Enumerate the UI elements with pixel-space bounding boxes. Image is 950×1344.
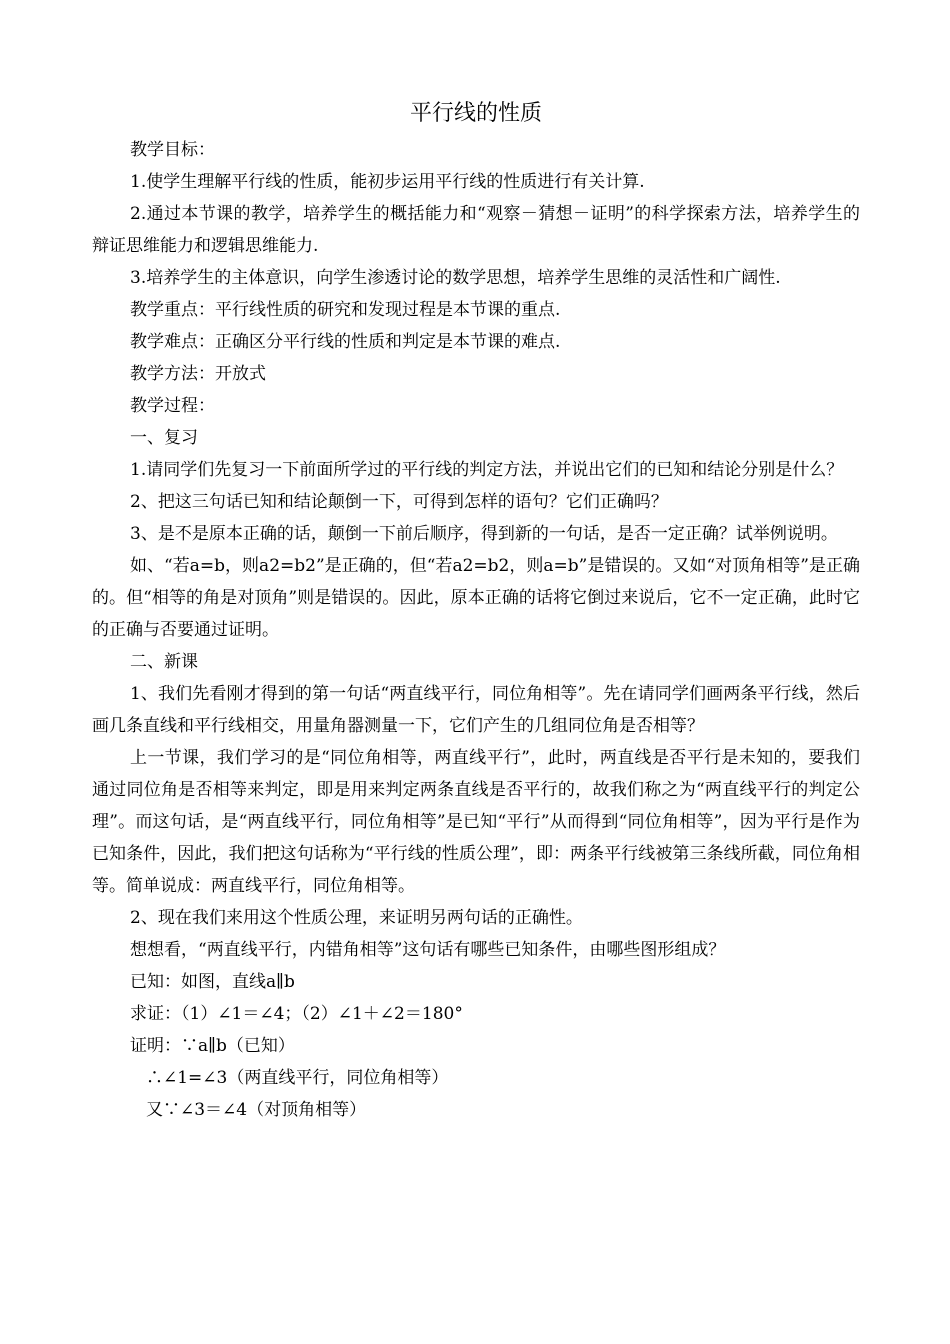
proof-line: ∴∠1=∠3（两直线平行，同位角相等） xyxy=(146,1068,449,1088)
section-heading: 一、复习 xyxy=(130,428,198,448)
paragraph: 教学方法：开放式 xyxy=(130,364,266,384)
paragraph: 3.培养学生的主体意识，向学生渗透讨论的数学思想，培养学生思维的灵活性和广阔性. xyxy=(130,268,781,288)
paragraph: 教学过程： xyxy=(130,396,215,416)
proof-line: 又∵∠3＝∠4（对顶角相等） xyxy=(146,1100,367,1120)
document-body xyxy=(92,96,860,1126)
paragraph: 1.使学生理解平行线的性质，能初步运用平行线的性质进行有关计算. xyxy=(130,172,645,192)
paragraph: 想想看，“两直线平行，内错角相等”这句话有哪些已知条件，由哪些图形组成？ xyxy=(130,940,726,960)
paragraph: 教学重点：平行线性质的研究和发现过程是本节课的重点. xyxy=(130,300,561,320)
paragraph: 3、是不是原本正确的话，颠倒一下前后顺序，得到新的一句话，是否一定正确？试举例说明。 xyxy=(130,524,838,544)
paragraph: 教学目标： xyxy=(130,140,215,160)
paragraph: 2、把这三句话已知和结论颠倒一下，可得到怎样的语句？它们正确吗？ xyxy=(130,492,668,512)
paragraph: 教学难点：正确区分平行线的性质和判定是本节课的难点. xyxy=(130,332,561,352)
paragraph: 上一节课，我们学习的是“同位角相等，两直线平行”，此时，两直线是否平行是未知的，要我们通过同位角是否相等来判定，即是用来判定两条直线是否平行的，故我们称之为“两直线平行的判定公理”。而这句话，是“两直线平行，同位角相等”是已知“平行”从而得到“同位角相等”，因为平行是作为已知条件，因此，我们把这句话称为“平行线的性质公理”，即：两条平行线被第三条线所截，同位角相等。简单说成：两直线平行，同位角相等。 xyxy=(92,748,860,896)
given-statement: 已知：如图，直线a∥b xyxy=(130,972,295,992)
paragraph: 1.请同学们先复习一下前面所学过的平行线的判定方法，并说出它们的已知和结论分别是什么？ xyxy=(130,460,844,480)
document-title: 平行线的性质 xyxy=(409,101,542,126)
paragraph: 1、我们先看刚才得到的第一句话“两直线平行，同位角相等”。先在请同学们画两条平行线，然后画几条直线和平行线相交，用量角器测量一下，它们产生的几组同位角是否相等？ xyxy=(92,684,860,736)
prove-statement: 求证：（1）∠1＝∠4；（2）∠1＋∠2＝180° xyxy=(130,1004,463,1024)
section-heading: 二、新课 xyxy=(130,652,198,672)
proof-line: 证明：∵a∥b（已知） xyxy=(130,1036,295,1056)
paragraph: 2、现在我们来用这个性质公理，来证明另两句话的正确性。 xyxy=(130,908,583,928)
paragraph: 2.通过本节课的教学，培养学生的概括能力和“观察－猜想－证明”的科学探索方法，培养学生的辩证思维能力和逻辑思维能力. xyxy=(92,204,860,256)
paragraph: 如、“若a=b，则a2=b2”是正确的，但“若a2=b2，则a=b”是错误的。又如“对顶角相等”是正确的。但“相等的角是对顶角”则是错误的。因此，原本正确的话将它倒过来说后，它不一定正确，此时它的正确与否要通过证明。 xyxy=(92,556,860,640)
